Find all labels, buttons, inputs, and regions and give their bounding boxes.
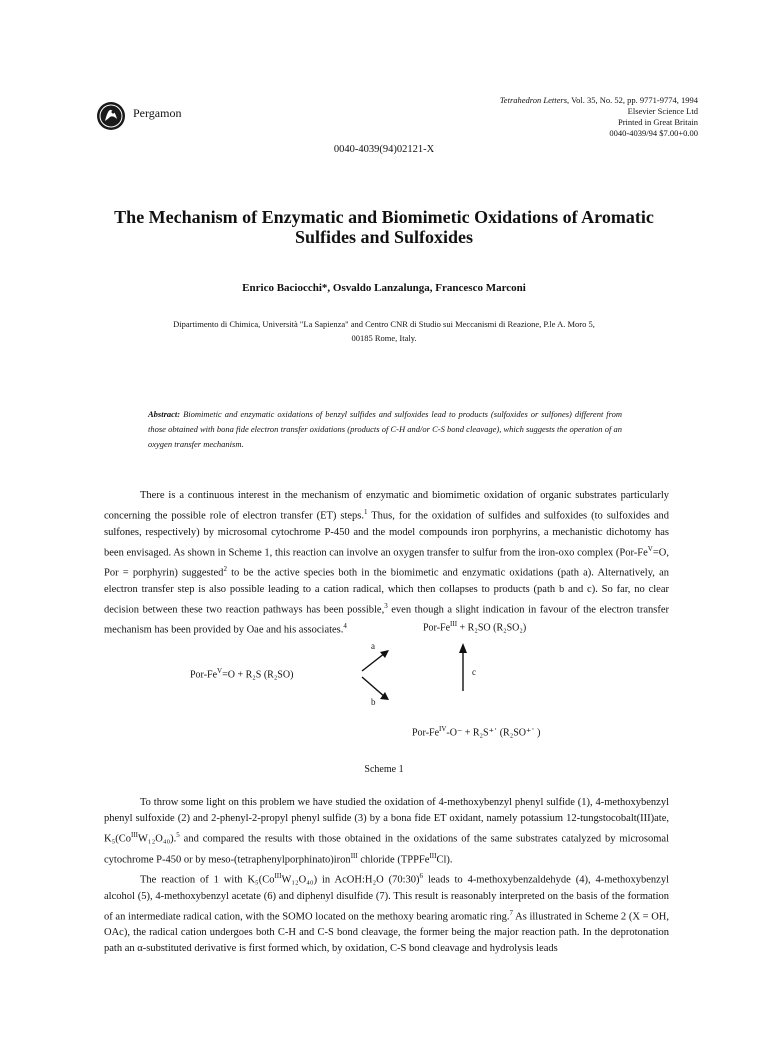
path-label-b: b bbox=[371, 697, 376, 707]
arrow-a-head bbox=[380, 650, 389, 658]
journal-name: Tetrahedron Letters bbox=[499, 95, 568, 105]
scheme-bottom-product: Por-$Fe^{IV}-O^-$ + R₂S⁺˙ (R₂SO⁺˙ ) bbox=[412, 725, 541, 739]
abstract-text: Biomimetic and enzymatic oxidations of benzyl sulfides and sulfoxides lead to products (sulfoxides or sulfones) different from those obtained with bona fide electron transfer oxidations (products of C-H and/or C-S bond cleavage), which suggests the operation of an oxygen transfer mechanism. bbox=[148, 409, 622, 449]
paragraph-oxidation-study: To throw some light on this problem we have studied the oxidation of 4-methoxybenzyl phenyl sulfide (1), 4-methoxybenzyl phenyl sulfoxide (2) and 2-phenyl-2-propyl phenyl sulfide (3) by a bona fide ET oxidant, namely potassium 12-tungstocobalt(III)ate, $K_5(Co^{III}W_{12}O_{40}).^5$ and compared the results with those obtained in the oxidations of the same substrates catalyzed by microsomal cytochrome P-450 or by meso-(tetraphenylporphinato)iron$^{III}$ chloride (TPPFe$^{III}$Cl). bbox=[104, 797, 669, 865]
copyright-line: Elsevier Science Ltd bbox=[627, 106, 698, 116]
intro-paragraph: There is a continuous interest in the mechanism of enzymatic and biomimetic oxidation of organic substrates particularly concerning the possible role of electron transfer (ET) steps.$^1$ Thus, for the oxidation of sulfides and sulfoxides (to sulfoxides and sulfones, respectively) by microsomal cytochrome P-450 and the model compounds iron porphyrins, a mechanistic dichotomy has been envisaged. As shown in Scheme 1, this reaction can involve an oxygen transfer to sulfur from the iron-oxo complex ($Por-Fe^V=O$, Por = porphyrin) suggested$^2$ to be the active species both in the biomimetic and enzymatic oxidations (path a). Alternatively, an electron transfer step is also possible leading to a cation radical, which then collapses to products (path b and c). So far, no clear decision between these two reaction pathways has been possible,$^3$ even though a slight indication in favour of the electron transfer mechanism has been provided by Oae and his associates.$^4$ bbox=[104, 490, 670, 636]
pergamon-logo-icon bbox=[96, 101, 126, 131]
results-section bbox=[104, 795, 669, 957]
journal-citation: Tetrahedron Letters, Vol. 35, No. 52, pp. 9771-9774, 1994 bbox=[499, 95, 698, 105]
scheme-top-product: Por-$Fe^{III} + R_2SO$ (R₂SO₂) bbox=[423, 620, 527, 634]
arrow-a bbox=[362, 653, 385, 671]
paragraph-reaction-results: The reaction of 1 with $K_5(Co^{III}W_{12}O_{40})$ in AcOH:H₂O (70:30)$^6$ leads to 4-methoxybenzaldehyde (4), 4-methoxybenzyl alcohol (5), 4-methoxybenzyl acetate (6) and diphenyl disulfide (7). This result is reasonably interpreted on the basis of the formation of an intermediate radical cation, with the SOMO located on the methoxy bearing aromatic ring.$^7$ As illustrated in Scheme 2 (X = OH, OAc), the radical cation undergoes both C-H and C-S bond cleavage, the former being the major reaction path. In the deprotonation path an α-substituted derivative is first formed which, by oxidation, C-S bond cleavage and hydrolysis leads bbox=[104, 872, 670, 954]
journal-info bbox=[500, 95, 698, 139]
author-list: Enrico Baciocchi*, Osvaldo Lanzalunga, Francesco Marconi bbox=[242, 282, 526, 294]
printed-line: Printed in Great Britain bbox=[617, 117, 698, 127]
article-title: The Mechanism of Enzymatic and Biomimetic Oxidations of Aromatic Sulfides and Sulfoxides bbox=[114, 207, 654, 247]
arrow-c-head bbox=[459, 643, 467, 653]
scheme-arrows bbox=[190, 613, 630, 783]
publisher-name: Pergamon bbox=[133, 106, 182, 120]
path-label-c: c bbox=[472, 667, 476, 677]
affiliation: Dipartimento di Chimica, Università "La Sapienza" and Centro CNR di Studio sui Meccanismi di Reazione, P.le A. Moro 5, 00185 Rome, Italy. bbox=[173, 319, 595, 343]
path-label-a: a bbox=[371, 641, 375, 651]
abstract-label: Abstract: bbox=[148, 409, 181, 419]
scheme-caption: Scheme 1 bbox=[364, 764, 404, 775]
issn-price: 0040-4039/94 $7.00+0.00 bbox=[609, 128, 698, 138]
abstract bbox=[148, 407, 622, 452]
scheme-1 bbox=[190, 613, 630, 783]
article-code: 0040-4039(94)02121-X bbox=[333, 144, 435, 155]
arrow-b bbox=[362, 677, 385, 697]
scheme-left-reactant: Por-$Fe^V=O + R_2S$ (R₂SO) bbox=[190, 667, 294, 681]
